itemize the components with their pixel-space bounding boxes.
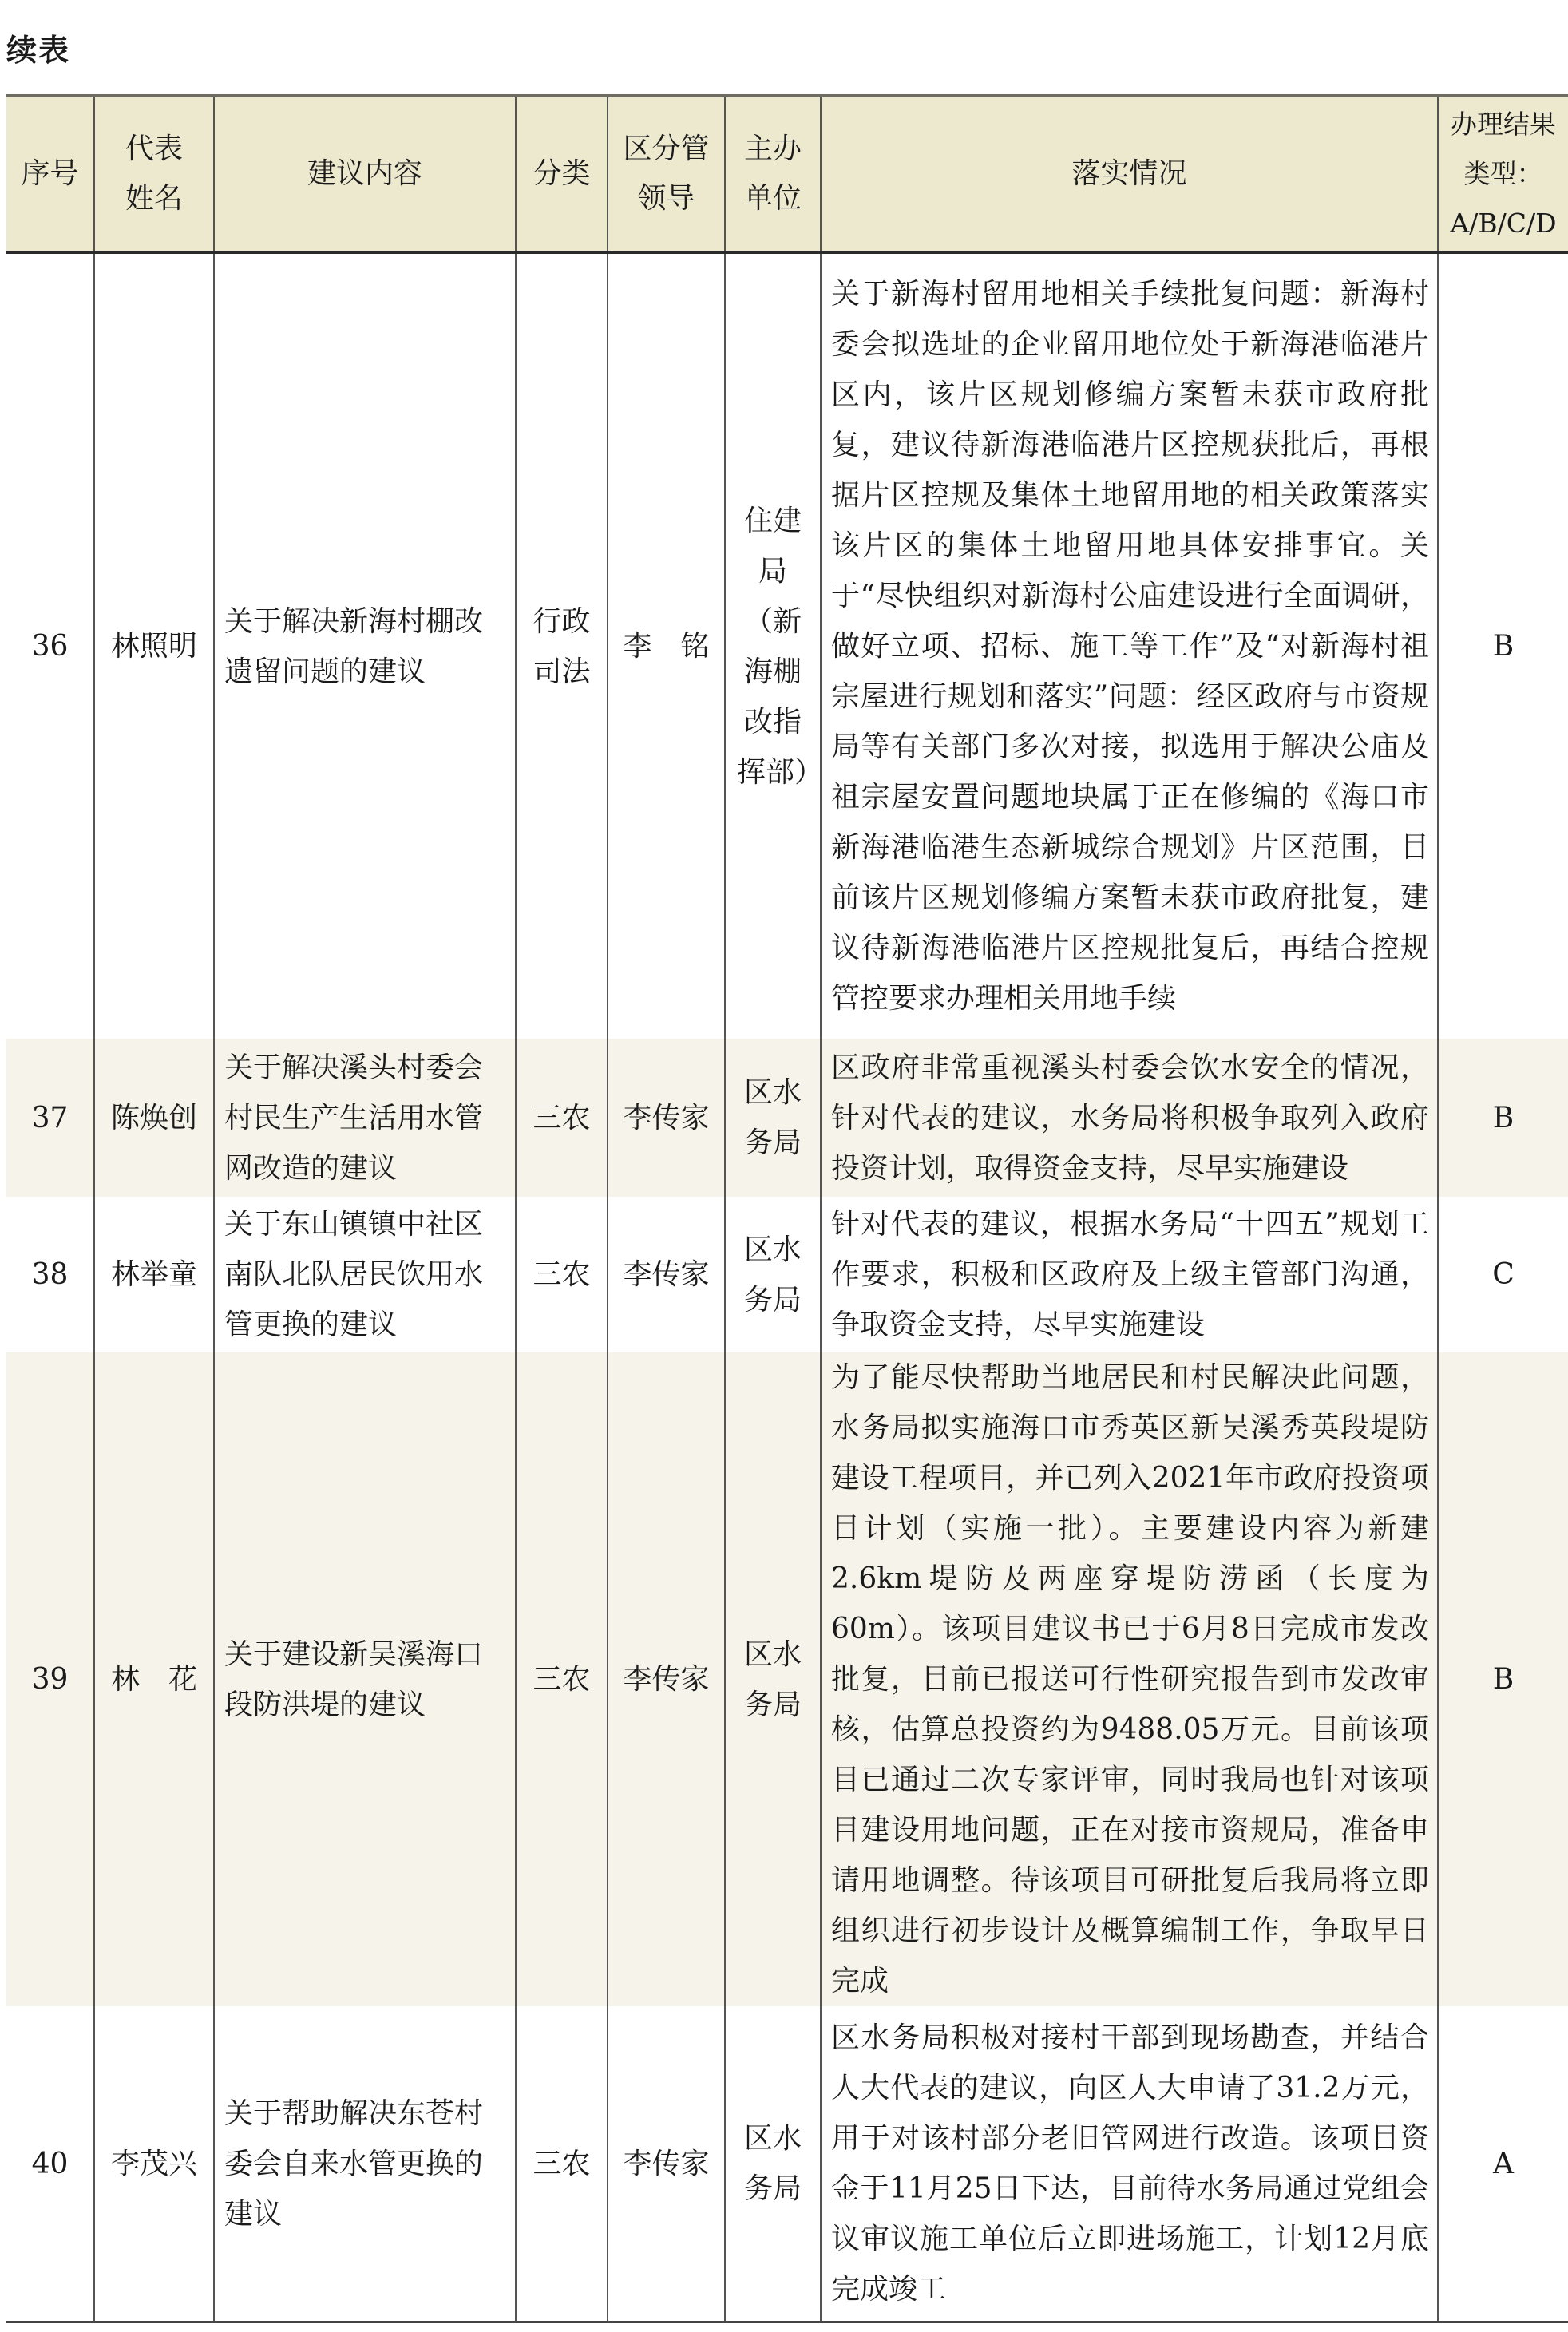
suggestions-table (6, 94, 1568, 2323)
header-content: 建议内容 (214, 96, 516, 252)
cell-content: 关于帮助解决东苍村委会自来水管更换的建议 (214, 2006, 516, 2322)
cell-result: B (1438, 1039, 1568, 1197)
cell-result: B (1438, 252, 1568, 1039)
cell-content: 关于解决溪头村委会村民生产生活用水管网改造的建议 (214, 1039, 516, 1197)
cell-unit: 区水务局 (725, 2006, 821, 2322)
table-row (6, 2006, 1568, 2322)
cell-unit: 区水务局 (725, 1352, 821, 2006)
header-status: 落实情况 (821, 96, 1438, 252)
table-row (6, 1197, 1568, 1352)
page-title: 续表 (6, 33, 71, 68)
cell-seq: 36 (31, 630, 69, 663)
header-leader: 区分管领导 (608, 96, 725, 252)
cell-category: 三农 (516, 2006, 608, 2322)
cell-leader: 李传家 (608, 2006, 725, 2322)
cell-status: 关于新海村留用地相关手续批复问题：新海村委会拟选址的企业留用地位处于新海港临港片区内，该片区规划修编方案暂未获市政府批复，建议待新海港临港片区控规获批后，再根据片区控规及集体土地留用地的相关政策落实该片区的集体土地留用地具体安排事宜。关于“尽快组织对新海村公庙建设进行全面调研，做好立项、招标、施工等工作”及“对新海村祖宗屋进行规划和落实”问题：经区政府与市资规局等有关部门多次对接，拟选用于解决公庙及祖宗屋安置问题地块属于正在修编的《海口市新海港临港生态新城综合规划》片区范围，目前该片区规划修编方案暂未获市政府批复，建议待新海港临港片区控规批复后，再结合控规管控要求办理相关用地手续 (821, 252, 1438, 1039)
cell-content: 关于解决新海村棚改遗留问题的建议 (214, 252, 516, 1039)
table-header (6, 96, 1568, 252)
header-unit: 主办单位 (725, 96, 821, 252)
header-category: 分类 (516, 96, 608, 252)
cell-rep-name: 陈焕创 (94, 1039, 214, 1197)
cell-unit: 住建局（新海棚改指挥部） (725, 252, 821, 1039)
cell-seq: 39 (31, 1663, 69, 1696)
cell-seq: 40 (6, 2006, 94, 2322)
cell-rep-name: 林照明 (94, 252, 214, 1039)
cell-result: C (1438, 1197, 1568, 1352)
cell-status: 区政府非常重视溪头村委会饮水安全的情况，针对代表的建议，水务局将积极争取列入政府投资计划，取得资金支持，尽早实施建设 (821, 1039, 1438, 1197)
table-row (6, 1352, 1568, 2006)
cell-unit: 区水务局 (725, 1039, 821, 1197)
cell-content: 关于东山镇镇中社区南队北队居民饮用水管更换的建议 (214, 1197, 516, 1352)
cell-category: 三农 (516, 1039, 608, 1197)
cell-seq: 38 (31, 1258, 69, 1291)
cell-rep-name: 林 花 (94, 1352, 214, 2006)
cell-result: B (1438, 1352, 1568, 2006)
cell-rep-name: 林举童 (94, 1197, 214, 1352)
cell-result: A (1438, 2006, 1568, 2322)
header-result: 办理结果类型：A/B/C/D (1438, 96, 1568, 252)
header-rep-name: 代表姓名 (94, 96, 214, 252)
cell-category: 三农 (516, 1197, 608, 1352)
header-seq: 序号 (6, 96, 94, 252)
cell-status: 区水务局积极对接村干部到现场勘查，并结合人大代表的建议，向区人大申请了31.2万元，用于对该村部分老旧管网进行改造。该项目资金于11月25日下达，目前待水务局通过党组会议审议施工单位后立即进场施工，计划12月底完成竣工 (821, 2006, 1438, 2322)
cell-category: 三农 (516, 1352, 608, 2006)
cell-status: 为了能尽快帮助当地居民和村民解决此问题，水务局拟实施海口市秀英区新吴溪秀英段堤防建设工程项目，并已列入2021年市政府投资项目计划（实施一批）。主要建设内容为新建2.6km堤防及两座穿堤防涝函（长度为60m）。该项目建议书已于6月8日完成市发改批复，目前已报送可行性研究报告到市发改审核，估算总投资约为9488.05万元。目前该项目已通过二次专家评审，同时我局也针对该项目建设用地问题，正在对接市资规局，准备申请用地调整。待该项目可研批复后我局将立即组织进行初步设计及概算编制工作，争取早日完成 (821, 1352, 1438, 2006)
cell-seq: 37 (31, 1101, 69, 1134)
cell-leader: 李传家 (608, 1352, 725, 2006)
cell-unit: 区水务局 (725, 1197, 821, 1352)
cell-status: 针对代表的建议，根据水务局“十四五”规划工作要求，积极和区政府及上级主管部门沟通，争取资金支持，尽早实施建设 (821, 1197, 1438, 1352)
cell-category: 行政司法 (516, 252, 608, 1039)
cell-leader: 李 铭 (608, 252, 725, 1039)
table-row (6, 1039, 1568, 1197)
cell-content: 关于建设新吴溪海口段防洪堤的建议 (214, 1352, 516, 2006)
table-row (6, 252, 1568, 1039)
cell-leader: 李传家 (608, 1039, 725, 1197)
cell-leader: 李传家 (608, 1197, 725, 1352)
cell-rep-name: 李茂兴 (94, 2006, 214, 2322)
